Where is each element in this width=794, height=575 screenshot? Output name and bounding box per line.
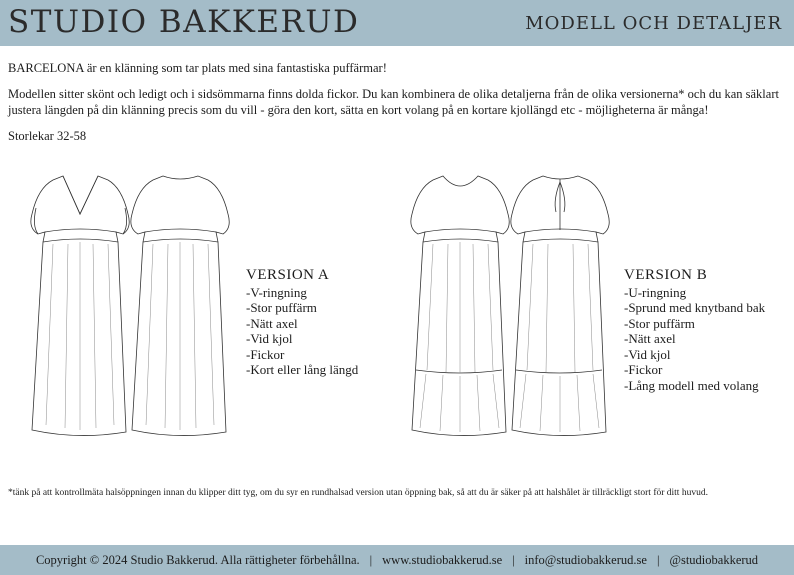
version-b-title: VERSION B bbox=[624, 267, 708, 283]
version-b-description bbox=[624, 268, 765, 393]
version-b-item: -Nätt axel bbox=[624, 331, 676, 346]
version-a-item: -V-ringning bbox=[246, 284, 307, 300]
version-b-item: -Fickor bbox=[624, 362, 663, 377]
email-link[interactable]: info@studiobakkerud.se bbox=[524, 552, 647, 567]
header-bar bbox=[0, 0, 794, 46]
intro-paragraph-2: Modellen sitter skönt och ledigt och i sidsömmarna finns dolda fickor. Du kan kombinera de olika detaljerna från de olika versionerna* och du kan säklart justera längden på din klänning precis som du vill - göra den kort, sätta en kort volang på en kortare kjollängd etc - möjligheterna är många! bbox=[8, 87, 779, 117]
footer-bar bbox=[0, 545, 794, 575]
version-a-front-illustration bbox=[31, 176, 129, 436]
version-a-description bbox=[246, 268, 358, 378]
version-b-front-illustration bbox=[411, 176, 509, 436]
version-b-back-illustration bbox=[511, 176, 609, 436]
footnote: *tänk på att kontrollmäta halsöppningen innan du klipper ditt tyg, om du syr en rundhalsad version utan öppning bak, så att du är säker på att halshålet är tillräckligt stort för ditt huvud. bbox=[8, 488, 708, 498]
brand-title: STUDIO BAKKERUD bbox=[8, 4, 360, 40]
version-b-item: -Sprund med knytband bak bbox=[624, 300, 766, 315]
version-b-item: -U-ringning bbox=[624, 284, 687, 300]
intro-paragraph-1: BARCELONA är en klänning som tar plats med sina fantastiska puffärmar! bbox=[8, 61, 387, 75]
separator: | bbox=[656, 552, 660, 567]
separator: | bbox=[512, 552, 515, 567]
instagram-link[interactable]: @studiobakkerud bbox=[669, 552, 759, 567]
version-a-title: VERSION A bbox=[246, 267, 330, 283]
version-b-item: -Vid kjol bbox=[624, 346, 671, 362]
separator: | bbox=[369, 552, 373, 567]
version-b-drawing bbox=[398, 170, 623, 445]
version-b-item: -Lång modell med volang bbox=[624, 377, 759, 393]
copyright-text: Copyright © 2024 Studio Bakkerud. Alla rättigheter förbehållna. bbox=[35, 552, 360, 567]
version-a-item: -Stor puffärm bbox=[246, 300, 317, 315]
version-a-drawing bbox=[18, 170, 243, 445]
size-range: Storlekar 32-58 bbox=[8, 129, 87, 143]
page-subtitle: MODELL OCH DETALJER bbox=[525, 13, 782, 34]
version-a-item: -Vid kjol bbox=[246, 331, 293, 346]
version-b-item: -Stor puffärm bbox=[624, 315, 695, 331]
version-a-item: -Nätt axel bbox=[246, 315, 298, 331]
intro-text bbox=[8, 60, 786, 154]
version-a-back-illustration bbox=[131, 176, 229, 436]
version-a-item: -Kort eller lång längd bbox=[246, 362, 359, 377]
website-link[interactable]: www.studiobakkerud.se bbox=[382, 552, 503, 567]
version-a-item: -Fickor bbox=[246, 346, 285, 362]
